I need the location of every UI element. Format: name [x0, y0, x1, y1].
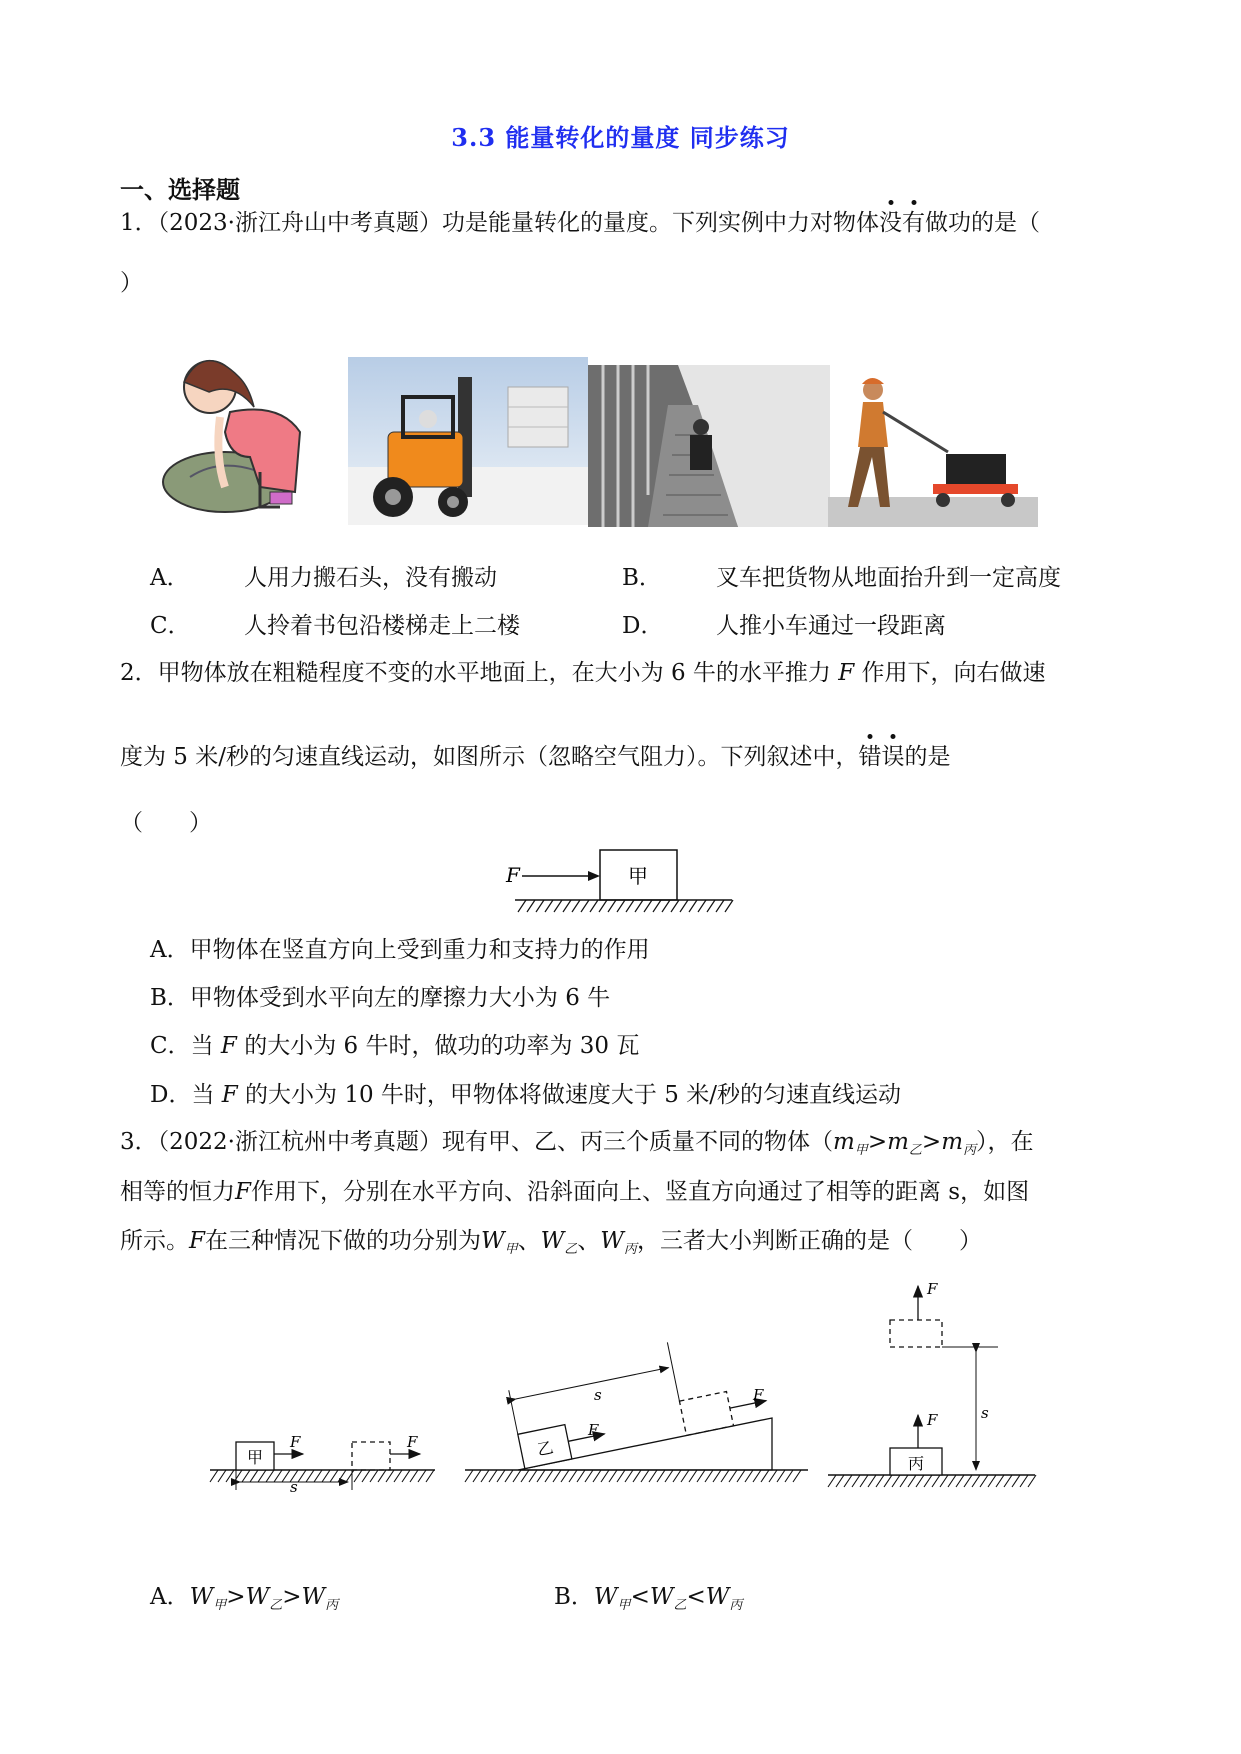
q2-option-b[interactable]: B．甲物体受到水平向左的摩擦力大小为 6 牛 [150, 985, 611, 1011]
q1-option-a[interactable]: A． [150, 565, 190, 591]
emphasis-char: 误 [881, 744, 905, 770]
illustration-girl-lifting-stone [150, 352, 335, 517]
question-3-line-1: 3．（2022·浙江杭州中考真题）现有甲、乙、丙三个质量不同的物体$(m_甲>m_乙>m_丙)$，在 [120, 1129, 1034, 1158]
question-2-line-2: 度为 5 米/秒的匀速直线运动，如图所示（忽略空气阻力）。下列叙述中，错误的是 [120, 744, 951, 770]
question-3-line-2: 相等的恒力F作用下，分别在水平方向、沿斜面向上、竖直方向通过了相等的距离 s，如图 [120, 1179, 1030, 1205]
q1-option-b[interactable]: B． [622, 565, 662, 591]
svg-text:F: F [753, 1386, 764, 1404]
svg-text:丙: 丙 [907, 1454, 925, 1473]
emphasis-char: 有 [902, 210, 925, 236]
question-2-answer-paren: （ ） [120, 810, 212, 836]
q1-option-b-text: 叉车把货物从地面抬升到一定高度 [716, 565, 1061, 591]
figure-block-push [500, 848, 745, 920]
svg-text:s: s [290, 1478, 298, 1496]
page-title: 3.3 能量转化的量度 同步练习 [451, 123, 790, 152]
svg-text:乙: 乙 [535, 1437, 556, 1460]
block-label: 甲 [628, 864, 648, 888]
svg-text:F: F [927, 1411, 938, 1429]
force-label: F [506, 863, 520, 887]
q3-option-b[interactable]: B．$W_甲<W_乙<W_丙$ [554, 1584, 743, 1613]
figure-three-cases [200, 1270, 1050, 1550]
q2-option-a[interactable]: A．甲物体在竖直方向上受到重力和支持力的作用 [150, 937, 650, 963]
svg-text:F: F [407, 1433, 418, 1451]
svg-text:F: F [927, 1280, 938, 1298]
svg-text:s: s [981, 1404, 989, 1422]
q2-option-d[interactable]: D．当 F 的大小为 10 牛时，甲物体将做速度大于 5 米/秒的匀速直线运动 [150, 1082, 901, 1108]
svg-text:甲: 甲 [246, 1448, 264, 1467]
illustration-person-pushing-mower [828, 372, 1038, 527]
q3-option-a[interactable]: A．$W_甲>W_乙>W_丙$ [150, 1584, 339, 1613]
svg-text:F: F [588, 1421, 599, 1439]
question-1-close-paren: ） [120, 270, 143, 296]
illustration-forklift [348, 357, 588, 525]
question-2-line-1: 2．甲物体放在粗糙程度不变的水平地面上，在大小为 6 牛的水平推力 F 作用下，向右做速 [120, 660, 1046, 686]
q1-option-d-text: 人推小车通过一段距离 [716, 613, 946, 639]
q1-option-d[interactable]: D． [622, 613, 664, 639]
illustration-stairs [588, 365, 830, 527]
q2-option-c[interactable]: C．当 F 的大小为 6 牛时，做功的功率为 30 瓦 [150, 1033, 640, 1059]
svg-text:s: s [594, 1386, 602, 1404]
q1-option-a-text: 人用力搬石头，没有搬动 [244, 565, 497, 591]
emphasis-char: 没 [879, 210, 902, 236]
question-3-line-3: 所示。F在三种情况下做的功分别为$W_甲$、$W_乙$、$W_丙$，三者大小判断正确的是（ ） [120, 1228, 982, 1257]
svg-text:F: F [290, 1433, 301, 1451]
question-1-text: 1．（2023·浙江舟山中考真题）功是能量转化的量度。下列实例中力对物体没有做功的是（ [120, 210, 1040, 236]
section-heading: 一、选择题 [120, 175, 240, 204]
q1-option-c-text: 人拎着书包沿楼梯走上二楼 [244, 613, 520, 639]
emphasis-char: 错 [858, 744, 882, 770]
q1-option-c[interactable]: C． [150, 613, 191, 639]
